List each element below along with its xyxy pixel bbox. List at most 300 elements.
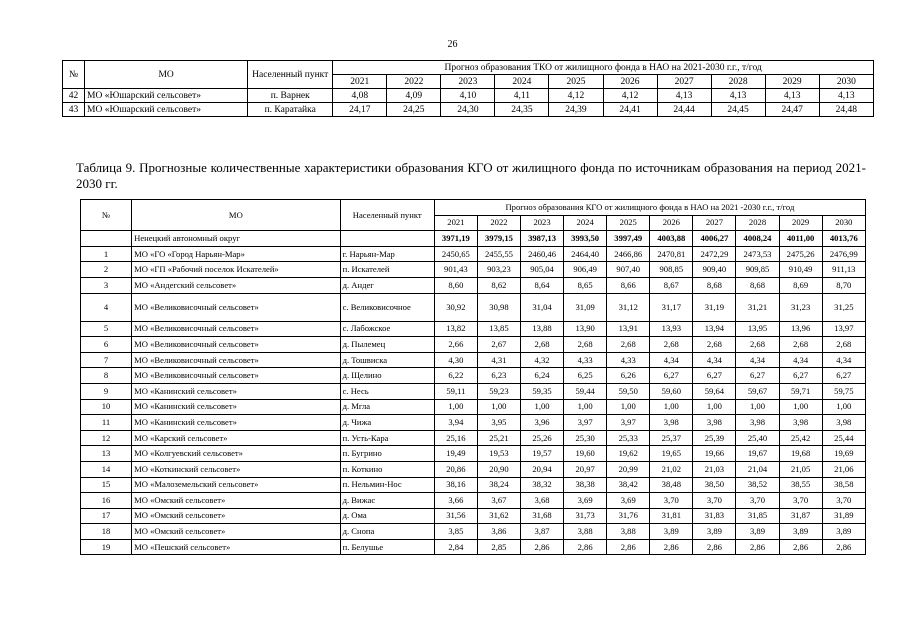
value-cell: 2455,55: [477, 246, 520, 262]
value-cell: 31,19: [693, 293, 736, 321]
value-cell: 3,88: [607, 524, 650, 540]
value-cell: 4,34: [822, 352, 865, 368]
value-cell: 4,34: [779, 352, 822, 368]
row-settlement: д. Тошвиска: [340, 352, 434, 368]
value-cell: 2,85: [477, 539, 520, 555]
value-cell: 6,25: [564, 368, 607, 384]
value-cell: 2,86: [736, 539, 779, 555]
year-header: 2023: [521, 215, 564, 231]
value-cell: 38,42: [607, 477, 650, 493]
value-cell: 2,68: [822, 337, 865, 353]
value-cell: 13,93: [650, 321, 693, 337]
row-mo: МО «Великовисочный сельсовет»: [132, 368, 340, 384]
value-cell: 25,42: [779, 430, 822, 446]
year-header: 2028: [736, 215, 779, 231]
value-cell: 20,99: [607, 461, 650, 477]
year-header: 2021: [333, 75, 387, 89]
table-row: [81, 352, 866, 368]
year-header: 2025: [549, 75, 603, 89]
page-number: 26: [447, 39, 458, 50]
row-mo: МО «Канинский сельсовет»: [132, 399, 340, 415]
total-num-cell: [81, 231, 132, 247]
total-value-cell: 4013,76: [822, 231, 865, 247]
year-header: 2030: [819, 75, 873, 89]
value-cell: 2,86: [693, 539, 736, 555]
value-cell: 19,65: [650, 446, 693, 462]
row-mo: МО «Малоземельский сельсовет»: [132, 477, 340, 493]
value-cell: 59,71: [779, 383, 822, 399]
value-cell: 4,13: [711, 89, 765, 103]
total-value-cell: 3979,15: [477, 231, 520, 247]
row-mo: МО «Колгуевский сельсовет»: [132, 446, 340, 462]
row-mo: МО «Андегский сельсовет»: [132, 277, 340, 293]
value-cell: 25,33: [607, 430, 650, 446]
value-cell: 25,44: [822, 430, 865, 446]
row-mo: МО «ГП «Рабочий поселок Искателей»: [132, 262, 340, 278]
value-cell: 906,49: [564, 262, 607, 278]
row-settlement: д. Щелино: [340, 368, 434, 384]
row-mo: МО «Пешский сельсовет»: [132, 539, 340, 555]
value-cell: 21,05: [779, 461, 822, 477]
value-cell: 4,13: [765, 89, 819, 103]
row-num: 13: [81, 446, 132, 462]
value-cell: 6,23: [477, 368, 520, 384]
row-mo: МО «Великовисочный сельсовет»: [132, 321, 340, 337]
value-cell: 905,04: [521, 262, 564, 278]
value-cell: 2472,29: [693, 246, 736, 262]
value-cell: 3,98: [650, 415, 693, 431]
value-cell: 13,91: [607, 321, 650, 337]
value-cell: 3,89: [779, 524, 822, 540]
row-settlement: с. Несь: [340, 383, 434, 399]
value-cell: 1,00: [521, 399, 564, 415]
row-settlement: п. Нельмин-Нос: [340, 477, 434, 493]
value-cell: 2464,40: [564, 246, 607, 262]
value-cell: 2,68: [650, 337, 693, 353]
value-cell: 6,26: [607, 368, 650, 384]
table-row: [81, 321, 866, 337]
value-cell: 901,43: [434, 262, 477, 278]
value-cell: 1,00: [736, 399, 779, 415]
value-cell: 4,30: [434, 352, 477, 368]
value-cell: 31,04: [521, 293, 564, 321]
value-cell: 38,48: [650, 477, 693, 493]
value-cell: 21,02: [650, 461, 693, 477]
value-cell: 909,40: [693, 262, 736, 278]
value-cell: 3,89: [822, 524, 865, 540]
value-cell: 31,68: [521, 508, 564, 524]
header-num: №: [81, 200, 132, 231]
row-settlement: п. Коткино: [340, 461, 434, 477]
header-mo: МО: [85, 61, 248, 89]
value-cell: 3,97: [607, 415, 650, 431]
value-cell: 3,96: [521, 415, 564, 431]
table-row: [81, 461, 866, 477]
value-cell: 2,84: [434, 539, 477, 555]
value-cell: 38,38: [564, 477, 607, 493]
value-cell: 20,86: [434, 461, 477, 477]
value-cell: 2,67: [477, 337, 520, 353]
value-cell: 1,00: [650, 399, 693, 415]
table-row: [81, 277, 866, 293]
value-cell: 2,68: [564, 337, 607, 353]
row-settlement: д. Мгла: [340, 399, 434, 415]
value-cell: 19,69: [822, 446, 865, 462]
value-cell: 2476,99: [822, 246, 865, 262]
row-mo: МО «ГО «Город Нарьян-Мар»: [132, 246, 340, 262]
table-row: [81, 524, 866, 540]
value-cell: 31,83: [693, 508, 736, 524]
value-cell: 3,98: [693, 415, 736, 431]
row-settlement: п. Искателей: [340, 262, 434, 278]
value-cell: 21,03: [693, 461, 736, 477]
table-row: [81, 337, 866, 353]
value-cell: 13,88: [521, 321, 564, 337]
value-cell: 31,85: [736, 508, 779, 524]
row-num: 19: [81, 539, 132, 555]
value-cell: 4,09: [387, 89, 441, 103]
row-mo: МО «Коткинский сельсовет»: [132, 461, 340, 477]
value-cell: 8,70: [822, 277, 865, 293]
value-cell: 903,23: [477, 262, 520, 278]
value-cell: 8,62: [477, 277, 520, 293]
value-cell: 31,23: [779, 293, 822, 321]
value-cell: 38,16: [434, 477, 477, 493]
table-row: [81, 539, 866, 555]
row-mo: МО «Омский сельсовет»: [132, 493, 340, 509]
row-settlement: с. Великовисочное: [340, 293, 434, 321]
value-cell: 13,95: [736, 321, 779, 337]
value-cell: 31,09: [564, 293, 607, 321]
value-cell: 1,00: [564, 399, 607, 415]
value-cell: 19,62: [607, 446, 650, 462]
value-cell: 25,21: [477, 430, 520, 446]
header-settlement: Населенный пункт: [340, 200, 434, 231]
table-row: [81, 493, 866, 509]
value-cell: 2,68: [607, 337, 650, 353]
row-mo: МО «Юшарский сельсовет»: [85, 103, 248, 117]
value-cell: 3,68: [521, 493, 564, 509]
value-cell: 3,66: [434, 493, 477, 509]
value-cell: 3,95: [477, 415, 520, 431]
value-cell: 38,58: [822, 477, 865, 493]
value-cell: 4,32: [521, 352, 564, 368]
year-header: 2023: [441, 75, 495, 89]
row-mo: МО «Великовисочный сельсовет»: [132, 293, 340, 321]
value-cell: 24,45: [711, 103, 765, 117]
value-cell: 4,34: [693, 352, 736, 368]
value-cell: 4,12: [549, 89, 603, 103]
year-header: 2029: [779, 215, 822, 231]
value-cell: 20,94: [521, 461, 564, 477]
year-header: 2024: [564, 215, 607, 231]
value-cell: 1,00: [693, 399, 736, 415]
value-cell: 25,39: [693, 430, 736, 446]
table-row: [63, 89, 874, 103]
value-cell: 908,85: [650, 262, 693, 278]
year-header: 2027: [657, 75, 711, 89]
value-cell: 19,60: [564, 446, 607, 462]
year-header: 2026: [603, 75, 657, 89]
value-cell: 909,85: [736, 262, 779, 278]
value-cell: 8,65: [564, 277, 607, 293]
table-row: [63, 103, 874, 117]
row-settlement: д. Андег: [340, 277, 434, 293]
value-cell: 3,85: [434, 524, 477, 540]
value-cell: 59,23: [477, 383, 520, 399]
table-row: [81, 262, 866, 278]
value-cell: 8,60: [434, 277, 477, 293]
table-row: [81, 246, 866, 262]
value-cell: 2470,81: [650, 246, 693, 262]
value-cell: 4,33: [564, 352, 607, 368]
value-cell: 3,98: [822, 415, 865, 431]
value-cell: 31,56: [434, 508, 477, 524]
value-cell: 31,73: [564, 508, 607, 524]
value-cell: 8,68: [736, 277, 779, 293]
value-cell: 19,67: [736, 446, 779, 462]
value-cell: 24,39: [549, 103, 603, 117]
value-cell: 8,67: [650, 277, 693, 293]
value-cell: 24,30: [441, 103, 495, 117]
value-cell: 2,68: [779, 337, 822, 353]
value-cell: 31,25: [822, 293, 865, 321]
year-header: 2026: [650, 215, 693, 231]
table-row: [81, 508, 866, 524]
value-cell: 3,69: [607, 493, 650, 509]
table-row: [81, 399, 866, 415]
table-caption: Таблица 9. Прогнозные количественные характеристики образования КГО от жилищного фонда по источникам образования на период 2021-2030 гг.: [76, 160, 866, 191]
year-header: 2022: [387, 75, 441, 89]
total-value-cell: 3997,49: [607, 231, 650, 247]
table-row: [81, 477, 866, 493]
total-value-cell: 3993,50: [564, 231, 607, 247]
header-forecast: Прогноз образования КГО от жилищного фонда в НАО на 2021 -2030 г.г., т/год: [434, 200, 865, 216]
value-cell: 911,13: [822, 262, 865, 278]
value-cell: 3,69: [564, 493, 607, 509]
year-header: 2030: [822, 215, 865, 231]
row-settlement: г. Нарьян-Мар: [340, 246, 434, 262]
value-cell: 6,22: [434, 368, 477, 384]
total-value-cell: 3987,13: [521, 231, 564, 247]
value-cell: 3,87: [521, 524, 564, 540]
total-value-cell: 3971,19: [434, 231, 477, 247]
value-cell: 38,52: [736, 477, 779, 493]
value-cell: 31,17: [650, 293, 693, 321]
row-num: 42: [63, 89, 85, 103]
total-row: [81, 231, 866, 247]
value-cell: 25,40: [736, 430, 779, 446]
value-cell: 6,27: [736, 368, 779, 384]
row-num: 2: [81, 262, 132, 278]
value-cell: 4,08: [333, 89, 387, 103]
value-cell: 19,66: [693, 446, 736, 462]
row-num: 16: [81, 493, 132, 509]
row-num: 7: [81, 352, 132, 368]
value-cell: 59,11: [434, 383, 477, 399]
row-mo: МО «Великовисочный сельсовет»: [132, 352, 340, 368]
value-cell: 3,67: [477, 493, 520, 509]
value-cell: 2,68: [693, 337, 736, 353]
row-num: 8: [81, 368, 132, 384]
value-cell: 3,94: [434, 415, 477, 431]
value-cell: 19,49: [434, 446, 477, 462]
value-cell: 38,55: [779, 477, 822, 493]
value-cell: 2473,53: [736, 246, 779, 262]
header-settlement: Населенный пункт: [248, 61, 333, 89]
row-settlement: д. Снопа: [340, 524, 434, 540]
value-cell: 1,00: [779, 399, 822, 415]
header-forecast: Прогноз образования ТКО от жилищного фонда в НАО на 2021-2030 г.г., т/год: [333, 61, 874, 75]
row-num: 18: [81, 524, 132, 540]
value-cell: 59,64: [693, 383, 736, 399]
total-value-cell: 4003,88: [650, 231, 693, 247]
value-cell: 2466,86: [607, 246, 650, 262]
value-cell: 2460,46: [521, 246, 564, 262]
value-cell: 3,70: [736, 493, 779, 509]
total-settlement-cell: [340, 231, 434, 247]
value-cell: 6,27: [693, 368, 736, 384]
value-cell: 8,64: [521, 277, 564, 293]
value-cell: 31,81: [650, 508, 693, 524]
value-cell: 20,90: [477, 461, 520, 477]
row-settlement: п. Варнек: [248, 89, 333, 103]
year-header: 2029: [765, 75, 819, 89]
value-cell: 13,94: [693, 321, 736, 337]
kgo-forecast-table: [80, 199, 866, 555]
row-settlement: д. Чижа: [340, 415, 434, 431]
value-cell: 8,66: [607, 277, 650, 293]
row-settlement: с. Лабожское: [340, 321, 434, 337]
row-settlement: д. Ома: [340, 508, 434, 524]
value-cell: 3,70: [693, 493, 736, 509]
row-num: 3: [81, 277, 132, 293]
value-cell: 2,86: [607, 539, 650, 555]
value-cell: 2,86: [779, 539, 822, 555]
value-cell: 19,57: [521, 446, 564, 462]
value-cell: 24,35: [495, 103, 549, 117]
table-row: [81, 430, 866, 446]
value-cell: 3,70: [779, 493, 822, 509]
value-cell: 2,86: [822, 539, 865, 555]
value-cell: 3,98: [736, 415, 779, 431]
value-cell: 8,68: [693, 277, 736, 293]
value-cell: 910,49: [779, 262, 822, 278]
value-cell: 25,30: [564, 430, 607, 446]
row-num: 10: [81, 399, 132, 415]
value-cell: 2,68: [736, 337, 779, 353]
value-cell: 38,50: [693, 477, 736, 493]
value-cell: 59,75: [822, 383, 865, 399]
value-cell: 59,60: [650, 383, 693, 399]
value-cell: 1,00: [434, 399, 477, 415]
value-cell: 8,69: [779, 277, 822, 293]
row-num: 1: [81, 246, 132, 262]
value-cell: 3,89: [650, 524, 693, 540]
value-cell: 3,70: [822, 493, 865, 509]
row-num: 43: [63, 103, 85, 117]
row-settlement: п. Белушье: [340, 539, 434, 555]
value-cell: 24,41: [603, 103, 657, 117]
value-cell: 13,82: [434, 321, 477, 337]
row-num: 4: [81, 293, 132, 321]
value-cell: 1,00: [477, 399, 520, 415]
value-cell: 59,35: [521, 383, 564, 399]
value-cell: 2,86: [564, 539, 607, 555]
year-header: 2022: [477, 215, 520, 231]
row-num: 15: [81, 477, 132, 493]
year-header: 2025: [607, 215, 650, 231]
row-num: 12: [81, 430, 132, 446]
row-mo: МО «Омский сельсовет»: [132, 524, 340, 540]
row-settlement: д. Вижас: [340, 493, 434, 509]
row-mo: МО «Канинский сельсовет»: [132, 415, 340, 431]
row-num: 9: [81, 383, 132, 399]
year-header: 2021: [434, 215, 477, 231]
row-settlement: п. Бугрино: [340, 446, 434, 462]
value-cell: 6,24: [521, 368, 564, 384]
row-num: 11: [81, 415, 132, 431]
row-mo: МО «Карский сельсовет»: [132, 430, 340, 446]
row-num: 6: [81, 337, 132, 353]
value-cell: 4,31: [477, 352, 520, 368]
value-cell: 1,00: [607, 399, 650, 415]
row-mo: МО «Омский сельсовет»: [132, 508, 340, 524]
value-cell: 24,48: [819, 103, 873, 117]
value-cell: 30,92: [434, 293, 477, 321]
value-cell: 3,97: [564, 415, 607, 431]
value-cell: 21,06: [822, 461, 865, 477]
value-cell: 21,04: [736, 461, 779, 477]
value-cell: 13,96: [779, 321, 822, 337]
value-cell: 4,10: [441, 89, 495, 103]
value-cell: 13,97: [822, 321, 865, 337]
value-cell: 2450,65: [434, 246, 477, 262]
value-cell: 6,27: [650, 368, 693, 384]
table-row: [81, 293, 866, 321]
header-num: №: [63, 61, 85, 89]
value-cell: 30,98: [477, 293, 520, 321]
row-settlement: п. Усть-Кара: [340, 430, 434, 446]
table-row: [81, 383, 866, 399]
value-cell: 2475,26: [779, 246, 822, 262]
tko-forecast-table: [62, 60, 874, 117]
header-mo: МО: [132, 200, 340, 231]
row-settlement: п. Каратайка: [248, 103, 333, 117]
value-cell: 31,87: [779, 508, 822, 524]
total-value-cell: 4011,00: [779, 231, 822, 247]
row-mo: МО «Канинский сельсовет»: [132, 383, 340, 399]
row-num: 14: [81, 461, 132, 477]
value-cell: 13,85: [477, 321, 520, 337]
value-cell: 3,89: [693, 524, 736, 540]
total-value-cell: 4008,24: [736, 231, 779, 247]
value-cell: 59,44: [564, 383, 607, 399]
value-cell: 3,98: [779, 415, 822, 431]
value-cell: 4,33: [607, 352, 650, 368]
value-cell: 31,21: [736, 293, 779, 321]
table-row: [81, 368, 866, 384]
value-cell: 25,16: [434, 430, 477, 446]
value-cell: 20,97: [564, 461, 607, 477]
value-cell: 25,37: [650, 430, 693, 446]
row-mo: МО «Великовисочный сельсовет»: [132, 337, 340, 353]
year-header: 2024: [495, 75, 549, 89]
value-cell: 59,50: [607, 383, 650, 399]
value-cell: 19,53: [477, 446, 520, 462]
value-cell: 3,86: [477, 524, 520, 540]
table-row: [81, 446, 866, 462]
